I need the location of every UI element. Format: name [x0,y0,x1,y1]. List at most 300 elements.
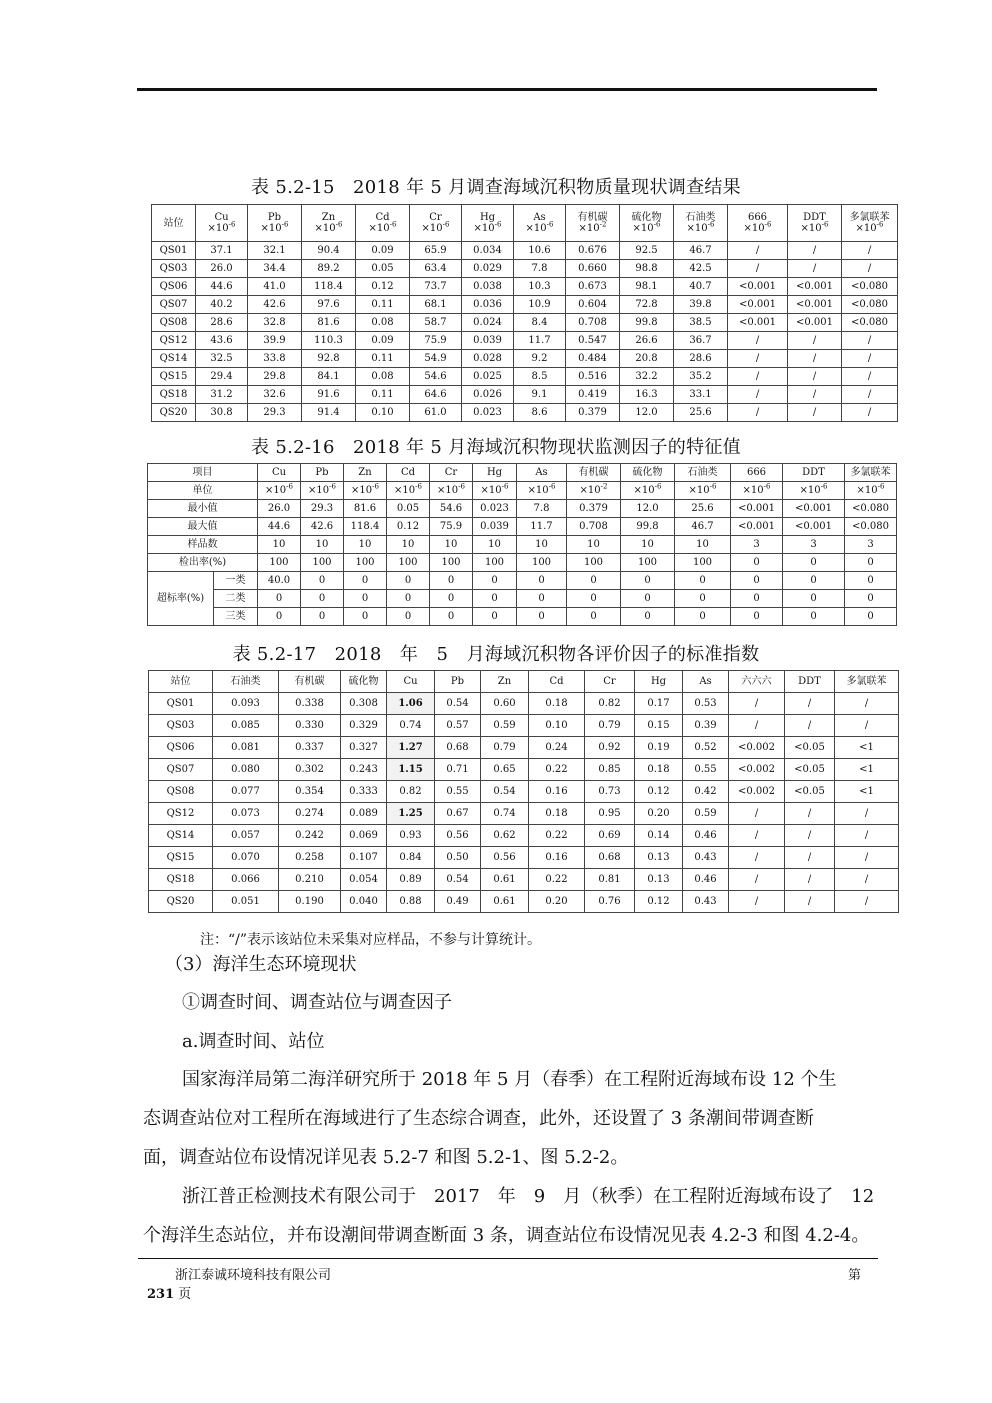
table-row [149,737,899,759]
para1-line3: 面，调查站位布设情况详见表 5.2-7 和图 5.2-1、图 5.2-2。 [143,1147,629,1168]
table-cell: QS12 [152,332,196,350]
table-cell: 0.17 [635,693,683,715]
table-cell: 0 [430,572,473,590]
table-cell: 0.484 [566,350,620,368]
table-cell: 0 [621,590,675,608]
table-cell: 68.1 [410,296,462,314]
table-cell: 0 [344,608,387,626]
table-cell: 33.8 [248,350,302,368]
table-cell: 0.327 [341,737,387,759]
table-cell: 0.070 [213,847,279,869]
table-cell: / [835,825,899,847]
table-cell: / [842,350,898,368]
table-cell: 0 [473,590,517,608]
table-cell: 35.2 [674,368,728,386]
table-cell: 0.11 [356,350,410,368]
table-cell: QS18 [149,869,213,891]
header-cell: Pb $\times 10^{-6}$ [248,205,302,242]
table-cell: 0.68 [435,737,481,759]
table-cell: 0.49 [435,891,481,913]
table-cell: / [788,260,842,278]
header-cell: Cr $\times 10^{-6}$ [410,205,462,242]
table-cell: / [788,368,842,386]
table-cell: 0.18 [529,693,585,715]
table-cell: 0.18 [529,803,585,825]
table-cell: / [729,693,785,715]
table-cell: QS01 [152,242,196,260]
table-row [149,781,899,803]
table-cell: 39.8 [674,296,728,314]
header-cell: 666 $\times 10^{-6}$ [728,205,788,242]
table-cell: 29.8 [248,368,302,386]
header-cell: 单位 [148,482,258,500]
header-cell: As $\times 10^{-6}$ [514,205,566,242]
table-cell: 0.040 [341,891,387,913]
unit-cell: $\times 10^{-2}$ [567,482,621,500]
table-cell: 0 [621,572,675,590]
table-cell: 46.7 [674,242,728,260]
table-cell: 26.6 [620,332,674,350]
table-cell: 31.2 [196,386,248,404]
table-17 [148,670,899,913]
table-cell: 7.8 [517,500,567,518]
header-cell: 多氯联苯 [845,464,897,482]
table-cell: 0.85 [585,759,635,781]
table-cell: 1.06 [387,693,435,715]
table-cell: / [785,715,835,737]
table-cell: 0 [675,608,731,626]
table-cell: 81.6 [302,314,356,332]
unit-cell: $\times 10^{-6}$ [517,482,567,500]
table-cell: 3 [731,536,783,554]
table-cell: 0.16 [529,847,585,869]
table-cell: / [785,869,835,891]
table-cell: 0.22 [529,825,585,847]
para1-line1: 国家海洋局第二海洋研究所于 2018 年 5 月（春季）在工程附近海域布设 12 个生 [182,1069,837,1090]
table-cell: 0.71 [435,759,481,781]
table-cell: / [842,404,898,422]
header-cell: Cd [387,464,430,482]
table-cell: 0 [783,572,845,590]
table-cell: 0.46 [683,825,729,847]
table-cell: 10 [675,536,731,554]
table-cell: 0 [731,572,783,590]
header-cell: Cr [430,464,473,482]
table-cell: 0 [344,590,387,608]
table-cell: 1.27 [387,737,435,759]
header-cell: 站位 [152,205,196,242]
table-cell: 29.3 [301,500,344,518]
table-cell: 0.354 [279,781,341,803]
footer-rule [138,1258,878,1259]
table-cell: 100 [675,554,731,572]
table-cell: 0.55 [435,781,481,803]
table-cell: 92.8 [302,350,356,368]
table-cell: 0.039 [473,518,517,536]
table-cell: 100 [473,554,517,572]
table-cell: 0.82 [387,781,435,803]
table-cell: 0.20 [529,891,585,913]
table-cell: 118.4 [344,518,387,536]
unit-cell: $\times 10^{-6}$ [258,482,301,500]
table-cell: / [788,332,842,350]
header-cell: Cu $\times 10^{-6}$ [196,205,248,242]
table-cell: <0.05 [785,781,835,803]
table-cell: / [835,715,899,737]
header-cell: 硫化物 [341,671,387,693]
table-cell: / [729,869,785,891]
header-cell: Cr [585,671,635,693]
table-row [152,260,898,278]
table-cell: 0.274 [279,803,341,825]
header-cell: 石油类 [675,464,731,482]
table-cell: / [842,242,898,260]
table-cell: 10.3 [514,278,566,296]
table-cell: <0.080 [845,500,897,518]
table-cell: 0.54 [435,869,481,891]
table-cell: / [728,350,788,368]
table-cell: QS15 [149,847,213,869]
table-cell: 32.1 [248,242,302,260]
table-cell: 0.09 [356,332,410,350]
table-cell: 0.12 [387,518,430,536]
table-cell: QS20 [149,891,213,913]
table-cell: 44.6 [196,278,248,296]
table-cell: 8.5 [514,368,566,386]
header-cell: Pb [301,464,344,482]
table-cell: <0.001 [783,518,845,536]
table-cell: <1 [835,781,899,803]
table-cell: 43.6 [196,332,248,350]
table-cell: 1.25 [387,803,435,825]
table-cell: / [728,260,788,278]
table-cell: <0.05 [785,737,835,759]
table-cell: / [788,242,842,260]
header-cell: 666 [731,464,783,482]
table-cell: 0.660 [566,260,620,278]
table-cell: 0.329 [341,715,387,737]
table-cell: 0.43 [683,891,729,913]
table-cell: 0.68 [585,847,635,869]
table-cell: QS03 [152,260,196,278]
table-cell: / [729,847,785,869]
table-15-caption: 表 5.2-15 2018 年 5 月调查海域沉积物质量现状调查结果 [251,177,741,198]
table-cell: 0.67 [435,803,481,825]
table-cell: / [785,825,835,847]
table-cell: <0.001 [731,500,783,518]
table-cell: 0.038 [462,278,514,296]
table-cell: 0.19 [635,737,683,759]
table-row [148,590,897,608]
table-cell: 0.24 [529,737,585,759]
table-cell: 61.0 [410,404,462,422]
table-cell: 0 [517,590,567,608]
table-cell: 0.61 [481,891,529,913]
table-cell: / [835,693,899,715]
table-cell: 0 [675,590,731,608]
table-cell: 0.61 [481,869,529,891]
table-cell: QS18 [152,386,196,404]
table-cell: <0.001 [728,296,788,314]
table-cell: 100 [301,554,344,572]
header-cell: As [683,671,729,693]
table-row [152,296,898,314]
header-rule [137,88,877,91]
table-cell: 0.74 [387,715,435,737]
table-cell: 0.089 [341,803,387,825]
table-cell: 44.6 [258,518,301,536]
table-cell: / [842,332,898,350]
table-cell: 0.93 [387,825,435,847]
header-cell: 石油类 [213,671,279,693]
table-row [152,314,898,332]
table-cell: 0.52 [683,737,729,759]
unit-cell: $\times 10^{-6}$ [783,482,845,500]
table-cell: 41.0 [248,278,302,296]
table-cell: 0.88 [387,891,435,913]
table-cell: 32.2 [620,368,674,386]
table-cell: 0.330 [279,715,341,737]
table-16-caption: 表 5.2-16 2018 年 5 月海域沉积物现状监测因子的特征值 [251,437,741,458]
table-row [148,554,897,572]
table-cell: QS12 [149,803,213,825]
unit-cell: $\times 10^{-6}$ [430,482,473,500]
table-cell: QS01 [149,693,213,715]
table-cell: 0.08 [356,314,410,332]
table-note: 注：“/”表示该站位未采集对应样品，不参与计算统计。 [200,932,542,948]
header-cell: Pb [435,671,481,693]
table-cell: 84.1 [302,368,356,386]
table-cell: <0.05 [785,759,835,781]
table-cell: 75.9 [430,518,473,536]
table-cell: 0 [675,572,731,590]
table-cell: 54.9 [410,350,462,368]
table-cell: 0.081 [213,737,279,759]
header-cell: Cd [529,671,585,693]
table-cell: QS14 [152,350,196,368]
header-cell: DDT [785,671,835,693]
table-cell: 81.6 [344,500,387,518]
table-cell: 42.6 [301,518,344,536]
table-cell: / [728,404,788,422]
table-cell: 0 [517,572,567,590]
table-cell: / [835,869,899,891]
table-cell: / [835,847,899,869]
table-cell: QS08 [149,781,213,803]
table-cell: QS03 [149,715,213,737]
table-cell: 0 [783,590,845,608]
table-cell: 98.1 [620,278,674,296]
table-cell: <0.002 [729,781,785,803]
header-cell: 项目 [148,464,258,482]
header-cell: As [517,464,567,482]
table-17-caption: 表 5.2-17 2018 年 5 月海域沉积物各评价因子的标准指数 [232,644,760,665]
table-cell: / [729,891,785,913]
table-cell: 0.55 [683,759,729,781]
table-cell: 0 [258,608,301,626]
header-cell: Zn $\times 10^{-6}$ [302,205,356,242]
table-cell: 10 [517,536,567,554]
table-cell: 42.5 [674,260,728,278]
table-row [152,368,898,386]
header-cell: Hg $\times 10^{-6}$ [462,205,514,242]
table-cell: 0.242 [279,825,341,847]
row-label: 检出率(%) [148,554,258,572]
table-row [152,386,898,404]
table-cell: 26.0 [196,260,248,278]
table-cell: 0.76 [585,891,635,913]
table-cell: 42.6 [248,296,302,314]
table-cell: 0.74 [481,803,529,825]
table-cell: 10 [430,536,473,554]
table-cell: 0.025 [462,368,514,386]
row-label: 最大值 [148,518,258,536]
table-cell: 0.73 [585,781,635,803]
table-cell: 0.50 [435,847,481,869]
table-cell: 0 [845,572,897,590]
table-cell: 0.92 [585,737,635,759]
table-cell: 0.39 [683,715,729,737]
table-cell: 64.6 [410,386,462,404]
table-cell: 28.6 [674,350,728,368]
table-cell: 0.69 [585,825,635,847]
table-cell: 100 [567,554,621,572]
table-cell: 0 [387,608,430,626]
header-cell: Cu [387,671,435,693]
table-cell: 0.190 [279,891,341,913]
header-cell: 硫化物 $\times 10^{-6}$ [620,205,674,242]
table-cell: 65.9 [410,242,462,260]
table-cell: 0.12 [356,278,410,296]
table-cell: 63.4 [410,260,462,278]
table-cell: 0.107 [341,847,387,869]
table-row [149,891,899,913]
table-cell: 0 [567,572,621,590]
table-cell: 0 [621,608,675,626]
table-cell: 0.22 [529,759,585,781]
table-cell: 0.79 [585,715,635,737]
table-cell: 11.7 [514,332,566,350]
table-cell: 0.028 [462,350,514,368]
table-cell: 0 [387,572,430,590]
table-cell: 0.069 [341,825,387,847]
table-cell: 0.054 [341,869,387,891]
table-cell: <0.001 [728,314,788,332]
table-cell: 0.82 [585,693,635,715]
table-cell: QS06 [152,278,196,296]
table-cell: 0.039 [462,332,514,350]
unit-cell: $\times 10^{-6}$ [731,482,783,500]
table-cell: 10.6 [514,242,566,260]
table-cell: 0.79 [481,737,529,759]
table-cell: 97.6 [302,296,356,314]
footer-company: 浙江泰诚环境科技有限公司 [175,1268,332,1283]
table-cell: 0.516 [566,368,620,386]
table-cell: 0.56 [435,825,481,847]
table-cell: 100 [430,554,473,572]
table-cell: QS06 [149,737,213,759]
table-cell: 0.708 [567,518,621,536]
table-cell: 11.7 [517,518,567,536]
unit-cell: $\times 10^{-6}$ [675,482,731,500]
table-row [149,825,899,847]
para1-line2: 态调查站位对工程所在海域进行了生态综合调查，此外，还设置了 3 条潮间带调查断 [143,1108,814,1129]
table-cell: 0.024 [462,314,514,332]
table-cell: <0.002 [729,759,785,781]
table-cell: 100 [387,554,430,572]
table-cell: 58.7 [410,314,462,332]
table-row [152,350,898,368]
table-cell: 0.051 [213,891,279,913]
table-cell: <0.002 [729,737,785,759]
table-cell: 0 [301,572,344,590]
table-cell: 0.10 [529,715,585,737]
table-cell: 32.8 [248,314,302,332]
table-cell: 1.15 [387,759,435,781]
table-cell: 0.62 [481,825,529,847]
table-cell: QS15 [152,368,196,386]
table-cell: <1 [835,737,899,759]
table-cell: / [728,386,788,404]
table-cell: 0.57 [435,715,481,737]
table-cell: 110.3 [302,332,356,350]
table-cell: 91.6 [302,386,356,404]
table-cell: 0.066 [213,869,279,891]
table-cell: 0.023 [473,500,517,518]
table-cell: 0.81 [585,869,635,891]
table-cell: 0 [845,554,897,572]
table-cell: 0.13 [635,869,683,891]
table-cell: 0.308 [341,693,387,715]
table-cell: 100 [517,554,567,572]
unit-cell: $\times 10^{-6}$ [845,482,897,500]
table-cell: 3 [783,536,845,554]
unit-cell: $\times 10^{-6}$ [301,482,344,500]
table-cell: 0 [731,590,783,608]
table-cell: / [728,368,788,386]
table-cell: 0.034 [462,242,514,260]
table-cell: <0.080 [842,314,898,332]
table-cell: 0.22 [529,869,585,891]
table-cell: 0.84 [387,847,435,869]
table-cell: 0.210 [279,869,341,891]
table-cell: / [785,803,835,825]
table-cell: 0.15 [635,715,683,737]
table-cell: 0 [517,608,567,626]
table-cell: 118.4 [302,278,356,296]
table-cell: <1 [835,759,899,781]
table-cell: 0.59 [481,715,529,737]
table-cell: 30.8 [196,404,248,422]
table-cell: 0.419 [566,386,620,404]
table-cell: / [728,332,788,350]
subsub-heading: a.调查时间、站位 [182,1031,325,1052]
table-cell: 0.11 [356,296,410,314]
table-cell: 0.708 [566,314,620,332]
table-cell: 99.8 [620,314,674,332]
table-cell: 99.8 [621,518,675,536]
table-cell: 10 [473,536,517,554]
table-cell: 29.3 [248,404,302,422]
table-cell: 9.1 [514,386,566,404]
table-cell: <0.001 [783,500,845,518]
header-cell: Zn [344,464,387,482]
row-label: 超标率(%) [148,572,214,626]
header-cell: 有机碳 [279,671,341,693]
table-cell: QS20 [152,404,196,422]
table-cell: 26.0 [258,500,301,518]
row-sublabel: 二类 [214,590,258,608]
